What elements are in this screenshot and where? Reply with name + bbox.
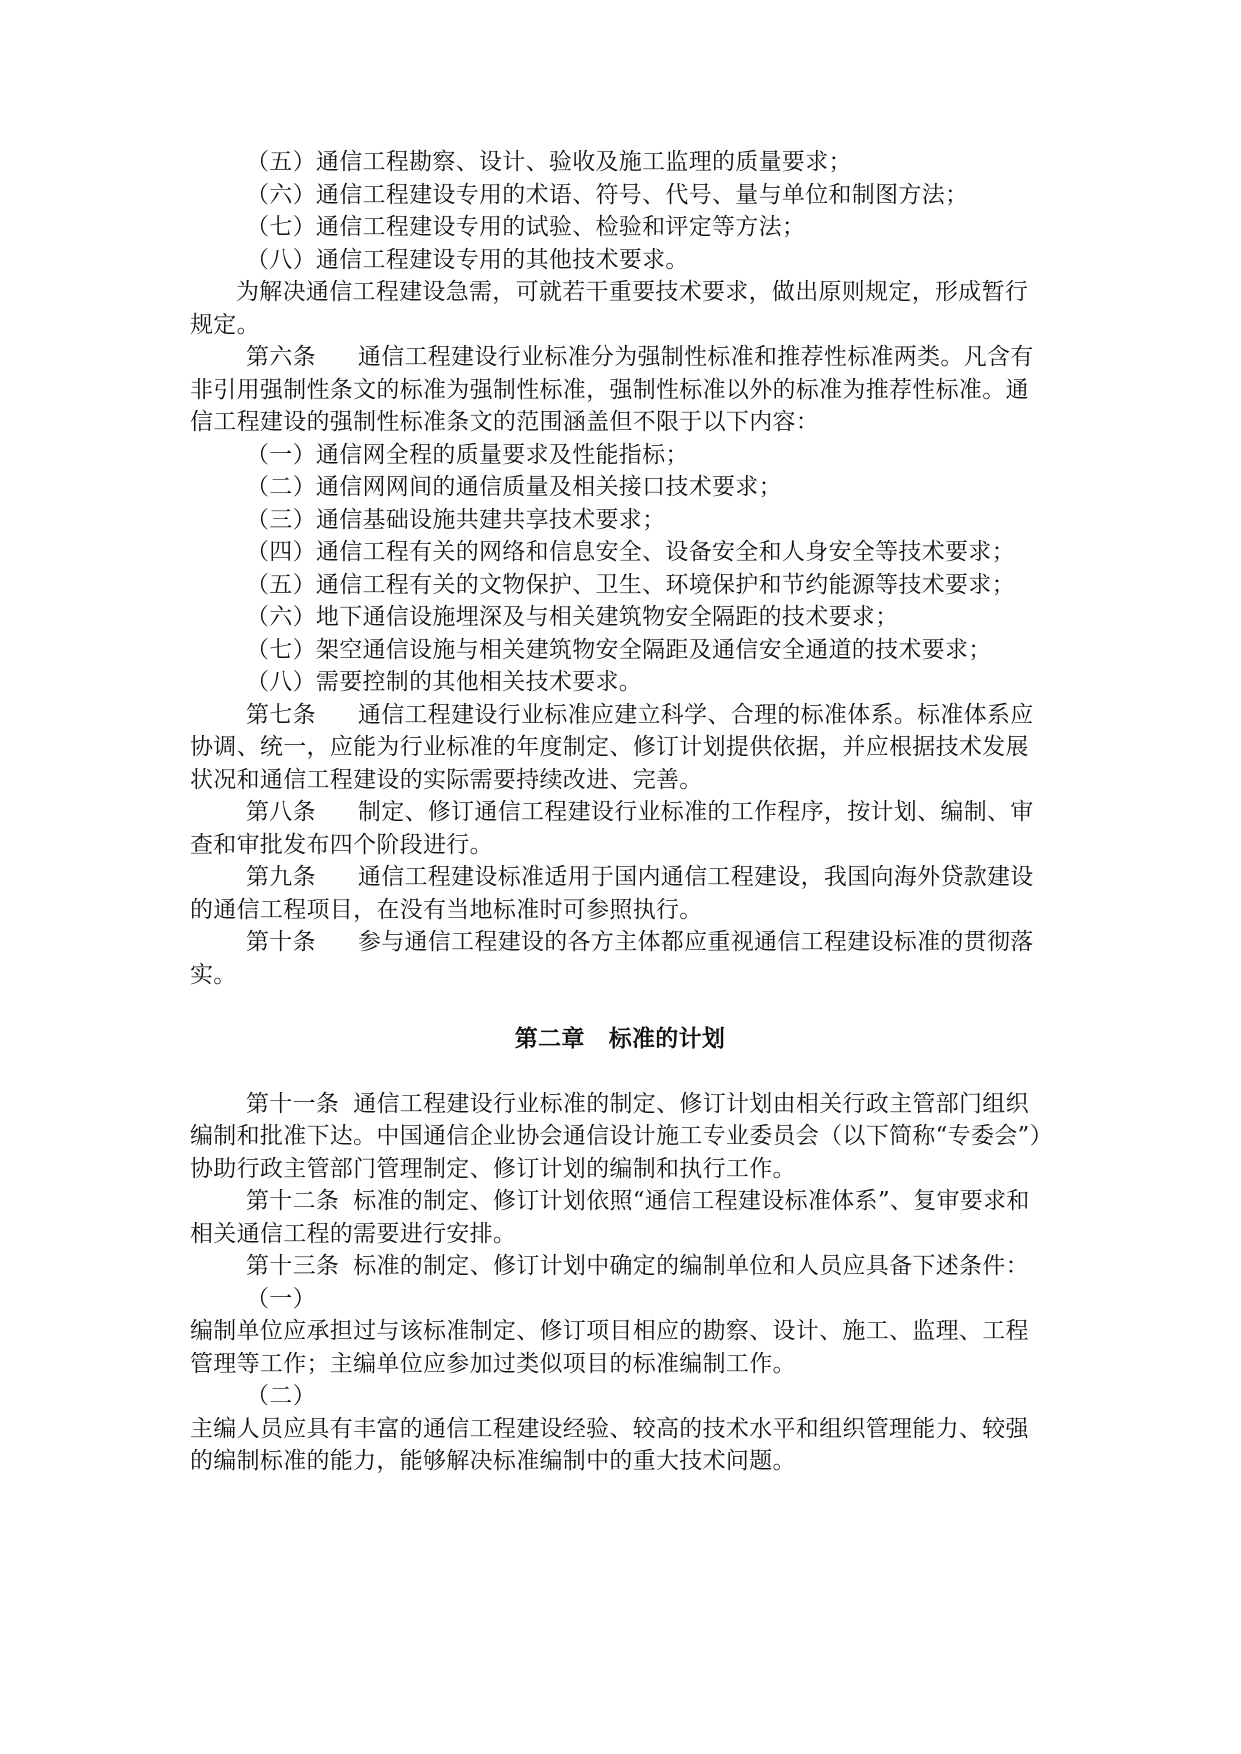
list-item: （二）通信网网间的通信质量及相关接口技术要求； bbox=[246, 474, 782, 500]
article-number: 第十一条 bbox=[246, 1090, 340, 1117]
list-item: （七）架空通信设施与相关建筑物安全隔距及通信安全通道的技术要求； bbox=[246, 636, 992, 663]
article-7 bbox=[190, 699, 1050, 797]
item-label: （一） bbox=[246, 1285, 316, 1312]
article-text: 通信工程建设行业标准应建立科学、合理的标准体系。标准体系应协调、统一，应能为行业标准的年度制定、修订计划提供依据，并应根据技术发展状况和通信工程建设的实际需要持续改进、完善。 bbox=[190, 701, 1034, 793]
list-a bbox=[190, 146, 1050, 276]
article-10 bbox=[190, 926, 1050, 991]
list-item: （八）需要控制的其他相关技术要求。 bbox=[246, 669, 643, 695]
article-text: 标准的制定、修订计划中确定的编制单位和人员应具备下述条件： bbox=[353, 1253, 1029, 1279]
article-8 bbox=[190, 796, 1050, 861]
article-13-item-1 bbox=[190, 1283, 1050, 1381]
list-item: （七）通信工程建设专用的试验、检验和评定等方法； bbox=[246, 214, 806, 240]
article-text: 标准的制定、修订计划依照“通信工程建设标准体系”、复审要求和相关通信工程的需要进行安排。 bbox=[190, 1188, 1030, 1247]
article-text: 通信工程建设行业标准分为强制性标准和推荐性标准两类。凡含有非引用强制性条文的标准为强制性标准，强制性标准以外的标准为推荐性标准。通信工程建设的强制性标准条文的范围涵盖但不限于以下内容： bbox=[190, 344, 1034, 435]
article-13-item-2 bbox=[190, 1380, 1050, 1478]
article-text: 制定、修订通信工程建设行业标准的工作程序，按计划、编制、审查和审批发布四个阶段进行。 bbox=[190, 799, 1034, 858]
item-text: 编制单位应承担过与该标准制定、修订项目相应的勘察、设计、施工、监理、工程管理等工作；主编单位应参加过类似项目的标准编制工作。 bbox=[190, 1318, 1029, 1377]
article-number: 第八条 bbox=[246, 799, 316, 825]
list-item: （六）地下通信设施埋深及与相关建筑物安全隔距的技术要求； bbox=[246, 604, 899, 630]
article-number: 第七条 bbox=[246, 701, 316, 728]
article-number: 第十三条 bbox=[246, 1253, 340, 1279]
article-9 bbox=[190, 861, 1050, 926]
article-12 bbox=[190, 1185, 1050, 1250]
article-text: 通信工程建设标准适用于国内通信工程建设，我国向海外贷款建设的通信工程项目，在没有当地标准时可参照执行。 bbox=[190, 864, 1034, 923]
item-text: 主编人员应具有丰富的通信工程建设经验、较高的技术水平和组织管理能力、较强的编制标准的能力，能够解决标准编制中的重大技术问题。 bbox=[190, 1415, 1029, 1474]
list-item: （五）通信工程勘察、设计、验收及施工监理的质量要求； bbox=[246, 149, 852, 175]
list-item: （一）通信网全程的质量要求及性能指标； bbox=[246, 441, 689, 468]
list-item: （八）通信工程建设专用的其他技术要求。 bbox=[246, 246, 689, 273]
chapter-number: 第二章 bbox=[514, 1026, 585, 1052]
article-text: 通信工程建设行业标准的制定、修订计划由相关行政主管部门组织编制和批准下达。中国通信企业协会通信设计施工专业委员会（以下简称“专委会”）协助行政主管部门管理制定、修订计划的编制和执行工作。 bbox=[190, 1090, 1042, 1182]
document-page bbox=[190, 146, 1050, 1478]
list-item: （六）通信工程建设专用的术语、符号、代号、量与单位和制图方法； bbox=[246, 181, 969, 208]
article-number: 第九条 bbox=[246, 864, 316, 890]
chapter-title: 标准的计划 bbox=[608, 1026, 726, 1052]
article-text: 参与通信工程建设的各方主体都应重视通信工程建设标准的贯彻落实。 bbox=[190, 929, 1034, 988]
item-label: （二） bbox=[246, 1383, 316, 1409]
list-b bbox=[190, 439, 1050, 699]
article-number: 第六条 bbox=[246, 344, 316, 370]
chapter-heading bbox=[190, 1023, 1050, 1056]
article-number: 第十条 bbox=[246, 929, 316, 955]
list-item: （四）通信工程有关的网络和信息安全、设备安全和人身安全等技术要求； bbox=[246, 539, 1015, 565]
list-item: （三）通信基础设施共建共享技术要求； bbox=[246, 506, 666, 533]
article-13 bbox=[190, 1250, 1050, 1283]
article-number: 第十二条 bbox=[246, 1188, 340, 1214]
article-6 bbox=[190, 341, 1050, 439]
list-item: （五）通信工程有关的文物保护、卫生、环境保护和节约能源等技术要求； bbox=[246, 571, 1015, 598]
article-11 bbox=[190, 1088, 1050, 1186]
interim-paragraph: 为解决通信工程建设急需，可就若干重要技术要求，做出原则规定，形成暂行规定。 bbox=[190, 279, 1029, 338]
